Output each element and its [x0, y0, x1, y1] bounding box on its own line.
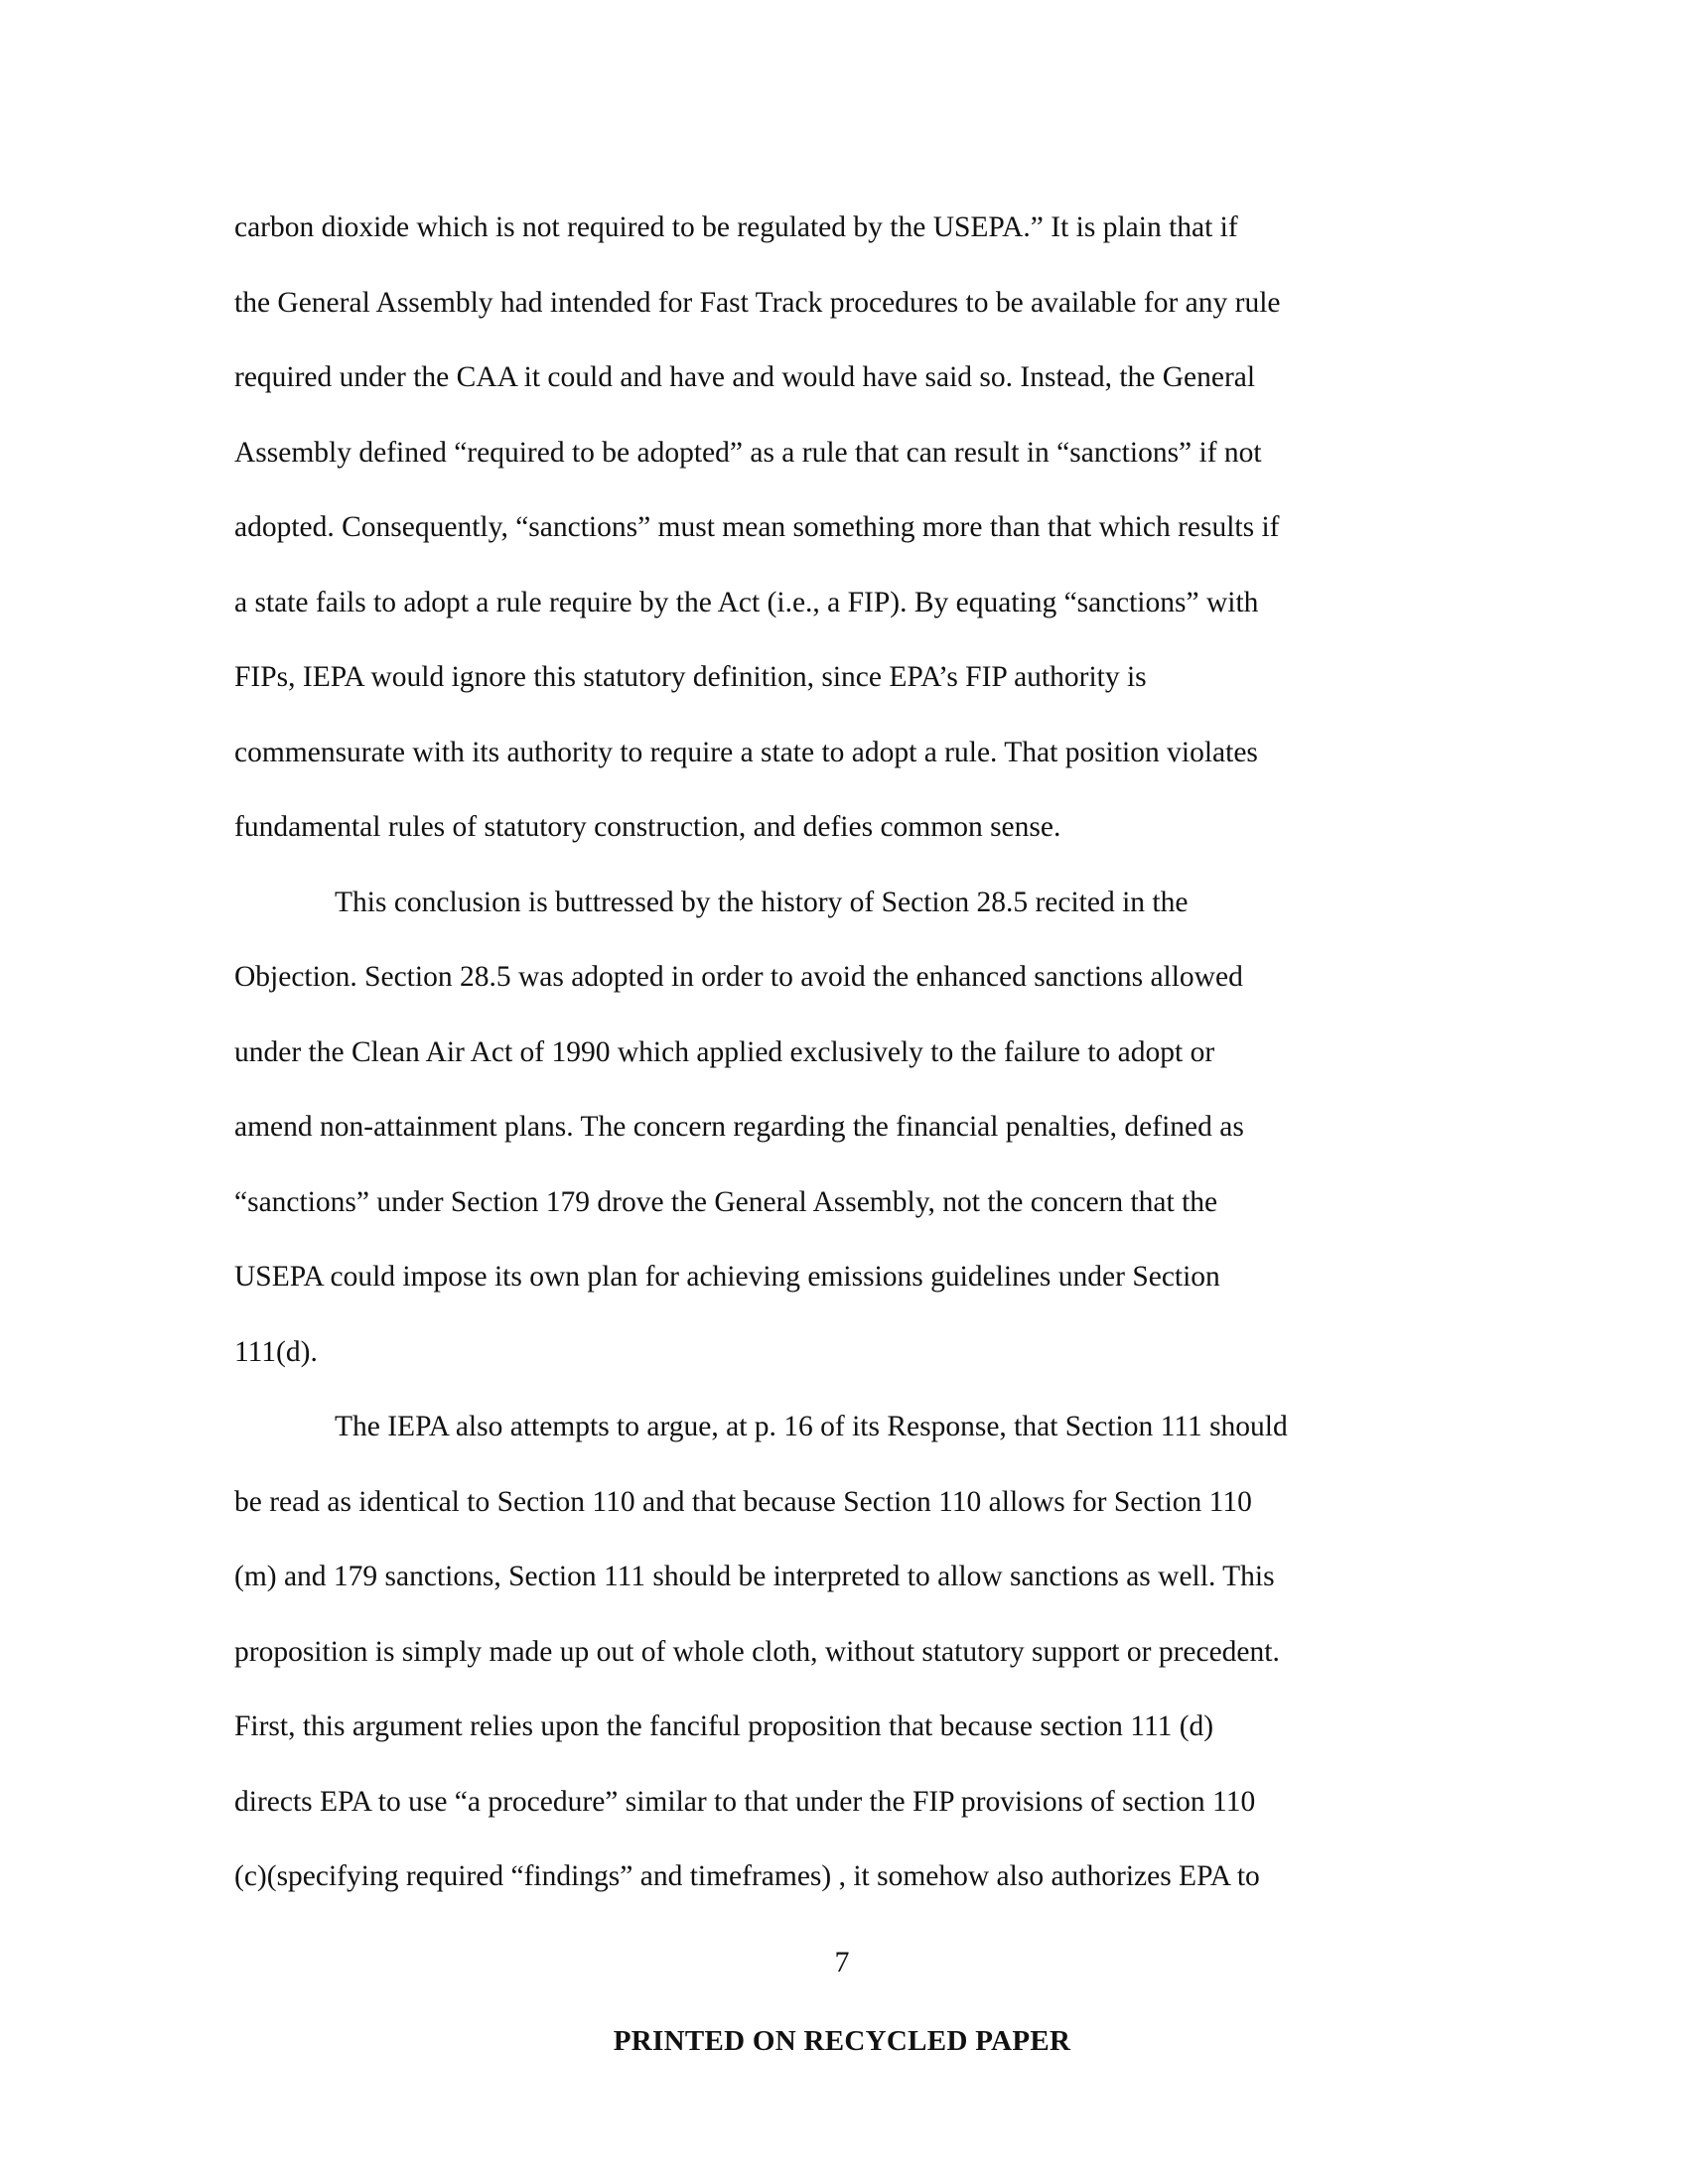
text-line: the General Assembly had intended for Fast Track procedures to be available for any rule: [234, 286, 1281, 319]
text-line: FIPs, IEPA would ignore this statutory definition, since EPA’s FIP authority is: [234, 661, 1147, 693]
body-text: [234, 191, 1426, 1915]
text-line: proposition is simply made up out of whole cloth, without statutory support or precedent.: [234, 1635, 1280, 1668]
text-line: under the Clean Air Act of 1990 which applied exclusively to the failure to adopt or: [234, 1035, 1215, 1068]
footer-notice: PRINTED ON RECYCLED PAPER: [613, 2025, 1071, 2057]
text-line: required under the CAA it could and have and would have said so. Instead, the General: [234, 361, 1256, 393]
text-line: a state fails to adopt a rule require by the Act (i.e., a FIP). By equating “sanctions” with: [234, 586, 1259, 618]
text-line: USEPA could impose its own plan for achieving emissions guidelines under Section: [234, 1261, 1220, 1293]
text-line: amend non-attainment plans. The concern regarding the financial penalties, defined as: [234, 1111, 1244, 1143]
text-line: commensurate with its authority to require a state to adopt a rule. That position violates: [234, 736, 1258, 768]
text-line: directs EPA to use “a procedure” similar to that under the FIP provisions of section 110: [234, 1785, 1256, 1818]
text-line: (m) and 179 sanctions, Section 111 should be interpreted to allow sanctions as well. This: [234, 1561, 1275, 1592]
text-line: Objection. Section 28.5 was adopted in order to avoid the enhanced sanctions allowed: [234, 961, 1243, 993]
paragraph-start-line: The IEPA also attempts to argue, at p. 16 of its Response, that Section 111 should: [335, 1411, 1288, 1442]
text-line: be read as identical to Section 110 and that because Section 110 allows for Section 110: [234, 1485, 1252, 1518]
text-line: adopted. Consequently, “sanctions” must mean something more than that which results if: [234, 511, 1280, 543]
text-line: (c)(specifying required “findings” and timeframes) , it somehow also authorizes EPA to: [234, 1860, 1260, 1892]
text-line: “sanctions” under Section 179 drove the General Assembly, not the concern that the: [234, 1185, 1218, 1218]
page-number: 7: [834, 1946, 850, 1979]
text-line: carbon dioxide which is not required to be regulated by the USEPA.” It is plain that if: [234, 211, 1238, 243]
text-line: First, this argument relies upon the fanciful proposition that because section 111 (d): [234, 1710, 1214, 1742]
text-line: fundamental rules of statutory construction, and defies common sense.: [234, 811, 1061, 843]
text-line: Assembly defined “required to be adopted” as a rule that can result in “sanctions” if not: [234, 436, 1262, 469]
paragraph-start-line: This conclusion is buttressed by the history of Section 28.5 recited in the: [335, 886, 1189, 918]
text-line: 111(d).: [234, 1335, 318, 1368]
